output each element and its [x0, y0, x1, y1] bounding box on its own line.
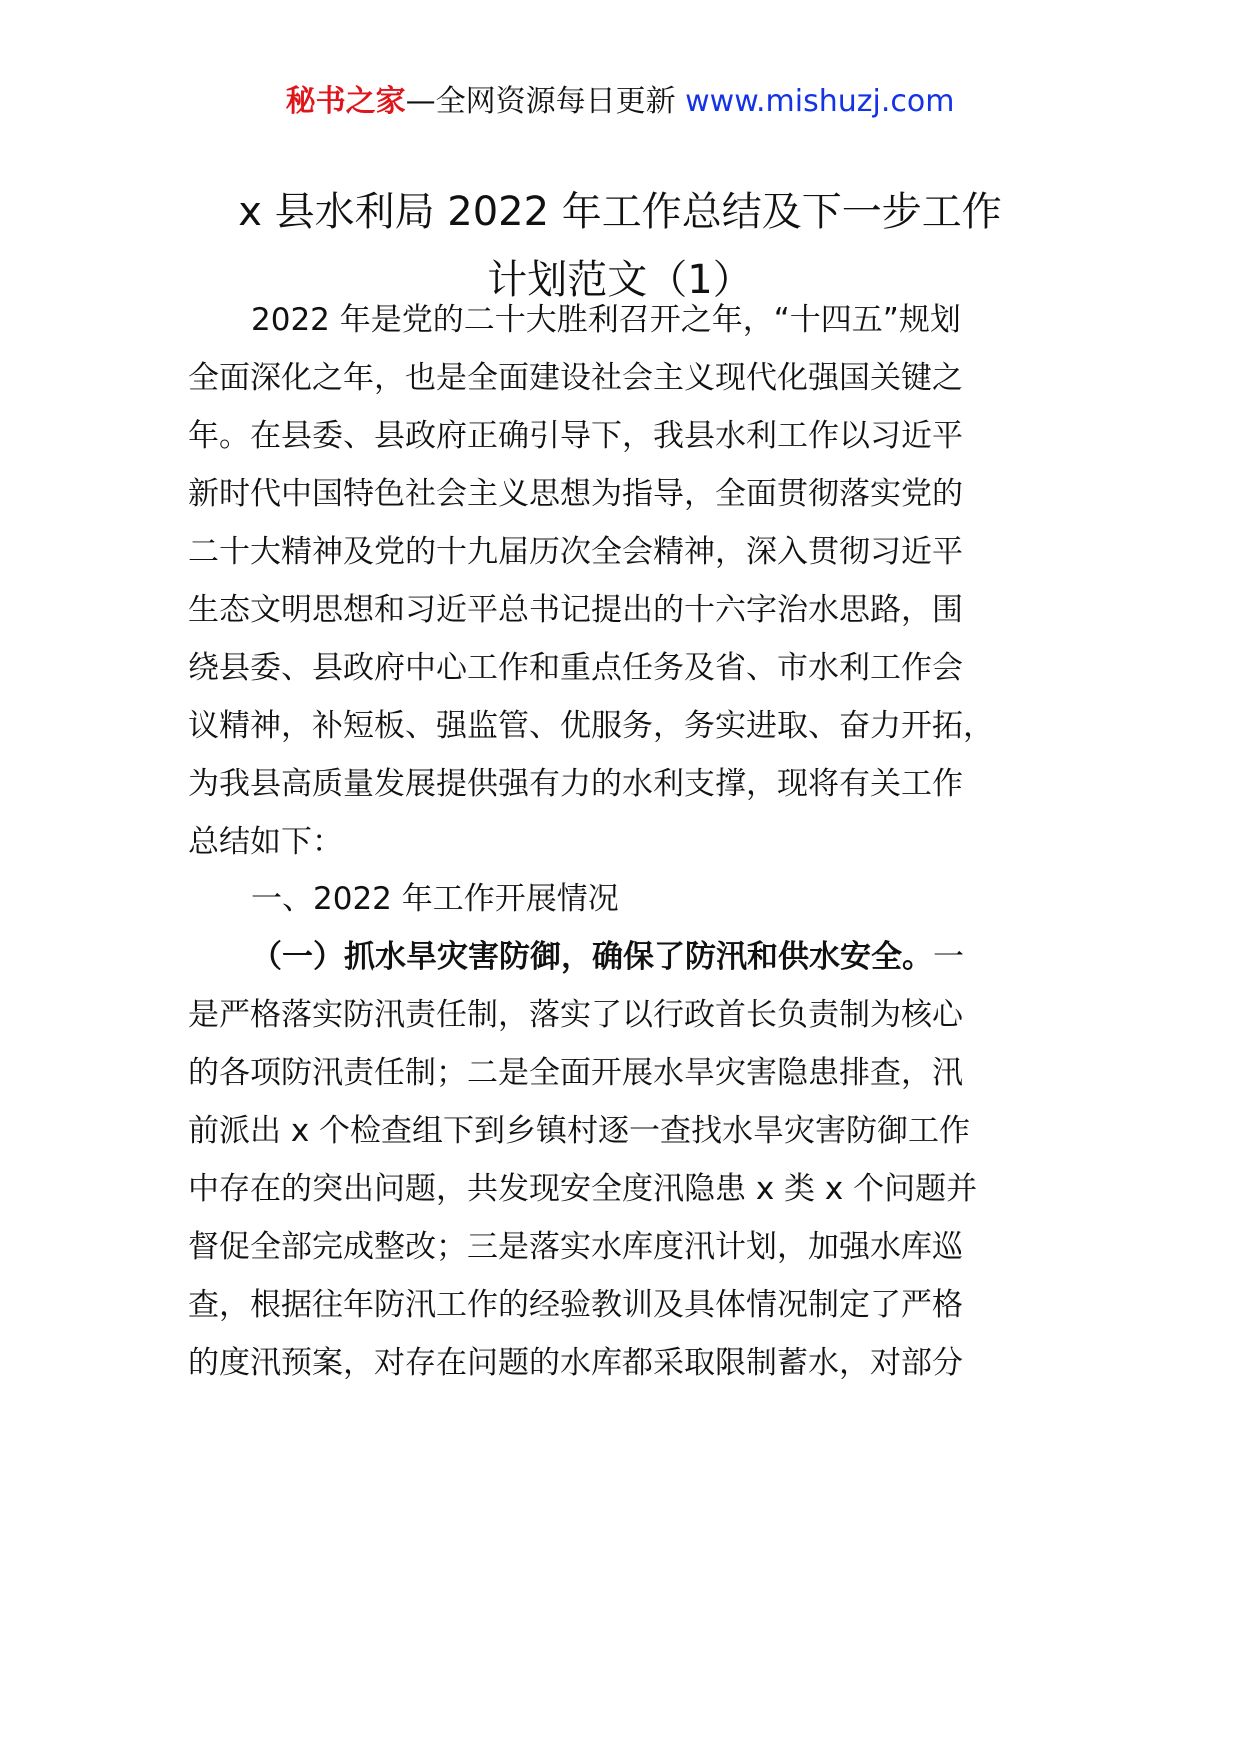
- section-heading-text: 一、2022 年工作开展情况: [251, 881, 619, 917]
- paragraph-line: 督促全部完成整改；三是落实水库度汛计划，加强水库巡: [188, 1229, 963, 1265]
- site-url-link[interactable]: www.mishuzj.com: [685, 84, 955, 119]
- paragraph-line: 生态文明思想和习近平总书记提出的十六字治水思路，围: [188, 592, 963, 628]
- site-brand: 秘书之家: [285, 84, 406, 119]
- paragraph-line: 总结如下：: [188, 824, 343, 860]
- paragraph-line: 前派出 x 个检查组下到乡镇村逐一查找水旱灾害防御工作: [188, 1113, 971, 1149]
- paragraph-line: 的度汛预案，对存在问题的水库都采取限制蓄水，对部分: [188, 1345, 963, 1381]
- paragraph-line: 的各项防汛责任制；二是全面开展水旱灾害隐患排查，汛: [188, 1055, 963, 1091]
- paragraph-line: 为我县高质量发展提供强有力的水利支撑，现将有关工作: [188, 766, 963, 802]
- site-header: [0, 82, 1240, 122]
- intro-paragraph: [188, 291, 1058, 871]
- subsection-first-tail: 一: [933, 939, 964, 975]
- section-heading: [188, 870, 1058, 928]
- paragraph-line: 年。在县委、县政府正确引导下，我县水利工作以习近平: [188, 418, 963, 454]
- site-slogan: —全网资源每日更新: [405, 84, 686, 119]
- paragraph-line: 新时代中国特色社会主义思想为指导，全面贯彻落实党的: [188, 476, 963, 512]
- paragraph-line: 2022 年是党的二十大胜利召开之年，“十四五”规划: [251, 302, 961, 338]
- subsection-first-line: [188, 928, 1058, 986]
- paragraph-line: 二十大精神及党的十九届历次全会精神，深入贯彻习近平: [188, 534, 963, 570]
- subsection-bold-lead: （一）抓水旱灾害防御，确保了防汛和供水安全。: [251, 939, 933, 975]
- title-line-2: 计划范文（1）: [487, 257, 753, 303]
- paragraph-line: 查，根据往年防汛工作的经验教训及具体情况制定了严格: [188, 1287, 963, 1323]
- paragraph-line: 是严格落实防汛责任制，落实了以行政首长负责制为核心: [188, 997, 963, 1033]
- paragraph-line: 绕县委、县政府中心工作和重点任务及省、市水利工作会: [188, 650, 963, 686]
- paragraph-line: 中存在的突出问题，共发现安全度汛隐患 x 类 x 个问题并: [188, 1171, 978, 1207]
- subsection-paragraph: [188, 928, 1058, 1392]
- paragraph-line: 全面深化之年，也是全面建设社会主义现代化强国关键之: [188, 360, 963, 396]
- title-line-1: x 县水利局 2022 年工作总结及下一步工作: [238, 189, 1002, 235]
- paragraph-line: 议精神，补短板、强监管、优服务，务实进取、奋力开拓，: [188, 708, 994, 744]
